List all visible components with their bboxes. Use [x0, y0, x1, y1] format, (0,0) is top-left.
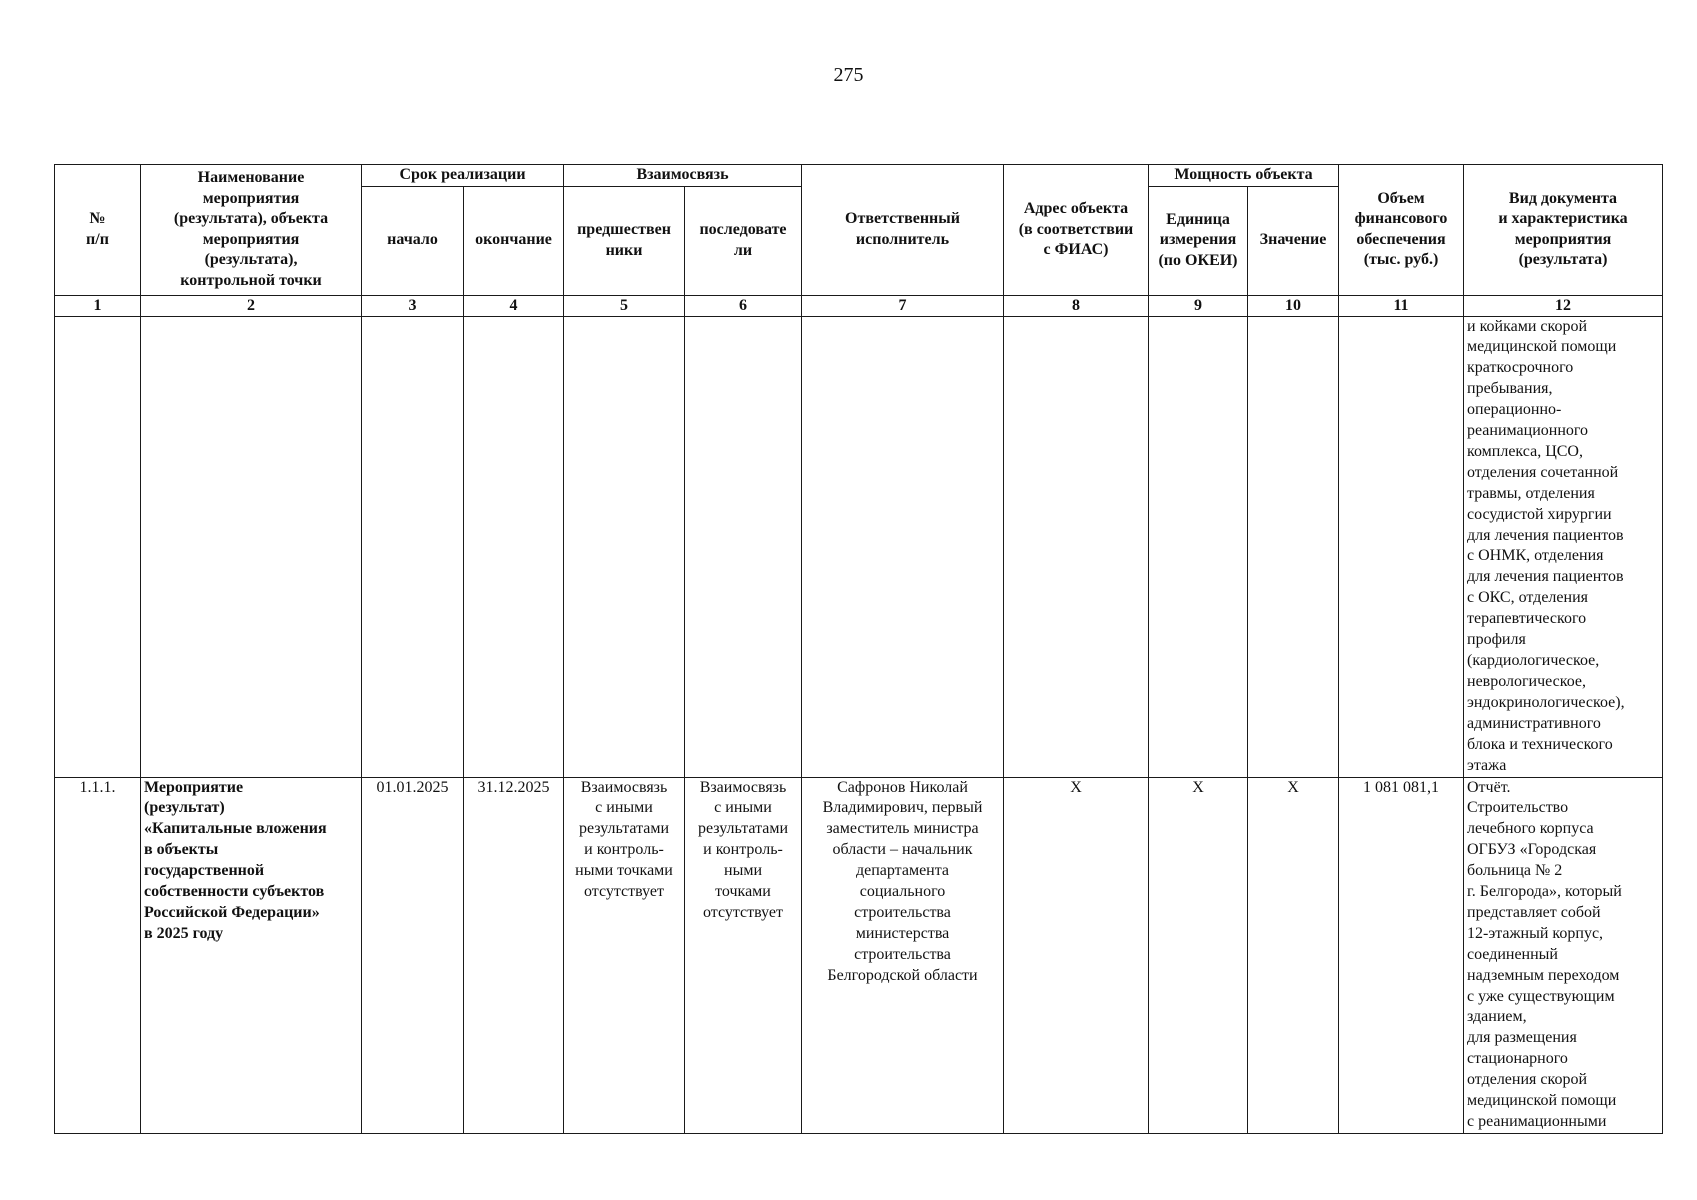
cell-name: Мероприятие (результат) «Капитальные вложения в объекты государственной собственности субъектов Российской Федерации» в 2025 году: [141, 777, 362, 1133]
header-finance: Объем финансового обеспечения (тыс. руб.): [1339, 165, 1464, 296]
cell-name: [141, 316, 362, 777]
cell-end: 31.12.2025: [464, 777, 564, 1133]
header-term-start: начало: [362, 186, 464, 295]
column-number: 12: [1464, 295, 1663, 316]
column-number: 7: [802, 295, 1004, 316]
cell-num: [55, 316, 141, 777]
header-power-unit: Единица измерения (по ОКЕИ): [1149, 186, 1248, 295]
header-power-value: Значение: [1248, 186, 1339, 295]
column-number: 9: [1149, 295, 1248, 316]
cell-finance: 1 081 081,1: [1339, 777, 1464, 1133]
cell-responsible: Сафронов Николай Владимирович, первый заместитель министра области – начальник департамента социального строительства министерства строительства Белгородской области: [802, 777, 1004, 1133]
cell-unit: [1149, 316, 1248, 777]
header-link-prev: предшествен ники: [564, 186, 685, 295]
column-number: 5: [564, 295, 685, 316]
header-num: № п/п: [55, 165, 141, 296]
table-header: [55, 165, 1663, 317]
cell-address: Х: [1004, 777, 1149, 1133]
column-number: 2: [141, 295, 362, 316]
header-link-next: последовате ли: [685, 186, 802, 295]
column-number: 10: [1248, 295, 1339, 316]
header-address: Адрес объекта (в соответствии с ФИАС): [1004, 165, 1149, 296]
header-doc-type: Вид документа и характеристика мероприятия (результата): [1464, 165, 1663, 296]
cell-address: [1004, 316, 1149, 777]
cell-prev: [564, 316, 685, 777]
column-number: 11: [1339, 295, 1464, 316]
page-number: 275: [833, 64, 864, 86]
column-number: 4: [464, 295, 564, 316]
header-link-group: Взаимосвязь: [564, 165, 802, 187]
cell-start: [362, 316, 464, 777]
cell-doc: и койками скорой медицинской помощи краткосрочного пребывания, операционно- реанимационного комплекса, ЦСО, отделения сочетанной травмы, отделения сосудистой хирургии для лечения пациентов с ОНМК, отделения для лечения пациентов с ОКС, отделения терапевтического профиля (кардиологическое, неврологическое, эндокринологическое), административного блока и технического этажа: [1464, 316, 1663, 777]
cell-unit: Х: [1149, 777, 1248, 1133]
events-table: [54, 164, 1663, 1134]
cell-num: 1.1.1.: [55, 777, 141, 1133]
column-number: 3: [362, 295, 464, 316]
header-power-group: Мощность объекта: [1149, 165, 1339, 187]
column-number: 1: [55, 295, 141, 316]
cell-next: [685, 316, 802, 777]
cell-value: [1248, 316, 1339, 777]
header-responsible: Ответственный исполнитель: [802, 165, 1004, 296]
cell-doc: Отчёт. Строительство лечебного корпуса ОГБУЗ «Городская больница № 2 г. Белгорода», который представляет собой 12-этажный корпус, соединенный надземным переходом с уже существующим зданием, для размещения стационарного отделения скорой медицинской помощи с реанимационными: [1464, 777, 1663, 1133]
cell-responsible: [802, 316, 1004, 777]
table-row: [55, 777, 1663, 1133]
header-name: Наименование мероприятия (результата), объекта мероприятия (результата), контрольной точки: [141, 165, 362, 296]
cell-start: 01.01.2025: [362, 777, 464, 1133]
header-term-group: Срок реализации: [362, 165, 564, 187]
cell-end: [464, 316, 564, 777]
cell-value: Х: [1248, 777, 1339, 1133]
column-number: 8: [1004, 295, 1149, 316]
header-term-end: окончание: [464, 186, 564, 295]
cell-next: Взаимосвязь с иными результатами и контроль- ными точками отсутствует: [685, 777, 802, 1133]
table-row: [55, 316, 1663, 777]
column-number: 6: [685, 295, 802, 316]
cell-finance: [1339, 316, 1464, 777]
cell-prev: Взаимосвязь с иными результатами и контроль- ными точками отсутствует: [564, 777, 685, 1133]
